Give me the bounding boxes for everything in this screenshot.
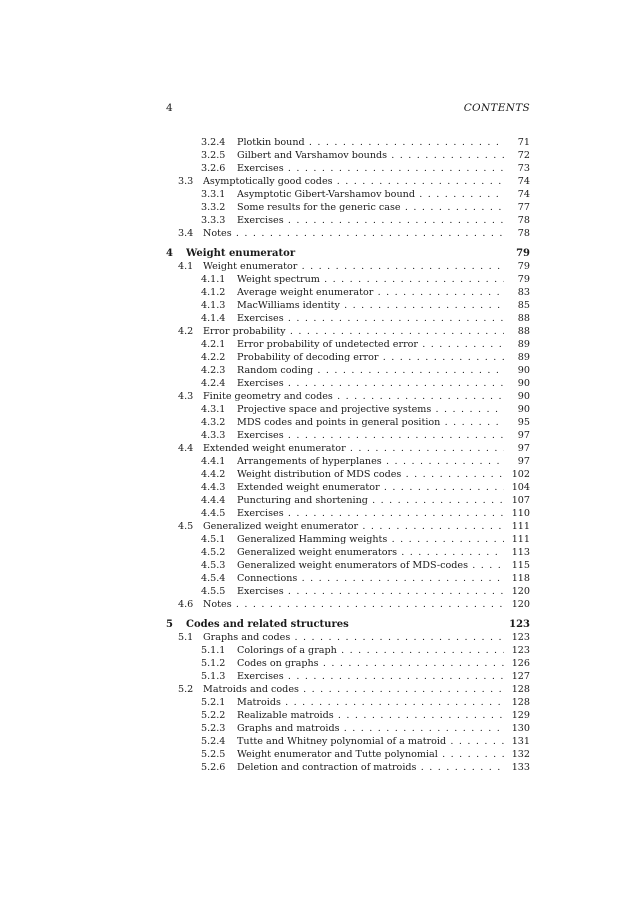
toc-entry-number: 5.1.1 [201, 645, 226, 656]
toc-subsection-entry [166, 429, 530, 442]
toc-section-entry [166, 390, 530, 403]
toc-entry-page: 123 [506, 618, 530, 631]
toc-entry-number: 3.3 [178, 176, 194, 187]
toc-subsection-entry [166, 696, 530, 709]
toc-entry-page: 88 [515, 312, 530, 325]
toc-subsection-entry [166, 149, 530, 162]
toc-entry-title: Graphs and codes . . . [203, 631, 504, 644]
toc-entry-number: 4.3.1 [201, 404, 226, 415]
toc-subsection-entry [166, 748, 530, 761]
toc-entry-page: 97 [515, 455, 530, 468]
toc-subsection-entry [166, 214, 530, 227]
toc-entry-title: Weight enumerator . . . [203, 260, 504, 273]
toc-entry-number: 5.1.3 [201, 671, 226, 682]
toc-entry-number: 4.4.3 [201, 482, 226, 493]
toc-entry-page: 78 [515, 227, 530, 240]
toc-entry-page: 83 [515, 286, 530, 299]
toc-entry-number: 3.3.3 [201, 215, 226, 226]
toc-section-entry [166, 631, 530, 644]
toc-subsection-entry [166, 416, 530, 429]
toc-entry-number: 5.2.2 [201, 710, 226, 721]
toc-entry-number: 4.4.1 [201, 456, 226, 467]
toc-entry-number: 4.3 [178, 391, 194, 402]
toc-subsection-entry [166, 709, 530, 722]
toc-entry-title: Plotkin bound . . . [237, 136, 504, 149]
toc-entry-title: Exercises . . . [237, 429, 504, 442]
toc-entry-title: Random coding . . . [237, 364, 504, 377]
toc-entry-title: Extended weight enumerator . . . [237, 481, 504, 494]
toc-entry-page: 74 [515, 175, 530, 188]
toc-entry-page: 118 [509, 572, 530, 585]
toc-entry-page: 79 [515, 260, 530, 273]
toc-entry-number: 4.3.3 [201, 430, 226, 441]
toc-subsection-entry [166, 377, 530, 390]
toc-entry-number: 5.1 [178, 632, 194, 643]
toc-entry-page: 115 [509, 559, 530, 572]
toc-entry-page: 97 [515, 442, 530, 455]
toc-entry-title: Finite geometry and codes . . . [203, 390, 504, 403]
toc-entry-title: Arrangements of hyperplanes . . . [237, 455, 504, 468]
toc-entry-title: Exercises . . . [237, 214, 504, 227]
toc-subsection-entry [166, 494, 530, 507]
toc-entry-title: Exercises . . . [237, 162, 504, 175]
toc-entry-number: 5.2.6 [201, 762, 226, 773]
toc-subsection-entry [166, 468, 530, 481]
toc-entry-page: 128 [509, 683, 530, 696]
toc-entry-page: 123 [509, 631, 530, 644]
toc-entry-page: 102 [509, 468, 530, 481]
toc-entry-page: 78 [515, 214, 530, 227]
toc-entry-title: Matroids . . . [237, 696, 504, 709]
toc-entry-page: 126 [509, 657, 530, 670]
toc-entry-number: 5.2.5 [201, 749, 226, 760]
toc-entry-title: Notes . . . [203, 227, 504, 240]
toc-entry-page: 120 [509, 585, 530, 598]
toc-entry-title: Generalized weight enumerator . . . [203, 520, 504, 533]
toc-entry-number: 4.4.2 [201, 469, 226, 480]
toc-entry-number: 4.1.1 [201, 274, 226, 285]
toc-entry-number: 5.2.3 [201, 723, 226, 734]
toc-entry-title: Some results for the generic case . . . [237, 201, 504, 214]
toc-entry-title: Generalized weight enumerators . . . [237, 546, 504, 559]
toc-entry-title: Deletion and contraction of matroids . . . [237, 761, 504, 774]
toc-entry-page: 77 [515, 201, 530, 214]
toc-entry-page: 95 [515, 416, 530, 429]
toc-subsection-entry [166, 299, 530, 312]
toc-entry-page: 89 [515, 338, 530, 351]
toc-subsection-entry [166, 351, 530, 364]
toc-entry-title: Gilbert and Varshamov bounds . . . [237, 149, 504, 162]
toc-section-entry [166, 598, 530, 611]
toc-subsection-entry [166, 338, 530, 351]
toc-subsection-entry [166, 722, 530, 735]
toc-entry-title: Matroids and codes . . . [203, 683, 504, 696]
toc-entry-title: MacWilliams identity . . . [237, 299, 504, 312]
toc-entry-number: 3.4 [178, 228, 194, 239]
toc-entry-page: 72 [515, 149, 530, 162]
toc-entry-title: Notes . . . [203, 598, 504, 611]
toc-entry-number: 4.5.1 [201, 534, 226, 545]
toc-subsection-entry [166, 455, 530, 468]
toc-entry-number: 4.1.2 [201, 287, 226, 298]
toc-entry-page: 90 [515, 390, 530, 403]
toc-subsection-entry [166, 761, 530, 774]
toc-entry-number: 4.4.4 [201, 495, 226, 506]
toc-entry-title: Projective space and projective systems . . . [237, 403, 504, 416]
toc-entry-title: Codes on graphs . . . [237, 657, 504, 670]
toc-entry-title: Weight enumerator [186, 248, 296, 259]
toc-subsection-entry [166, 162, 530, 175]
toc-entry-page: 133 [509, 761, 530, 774]
toc-entry-number: 5.2 [178, 684, 194, 695]
toc-entry-page: 97 [515, 429, 530, 442]
toc-entry-page: 127 [509, 670, 530, 683]
toc-entry-page: 79 [515, 273, 530, 286]
toc-entry-page: 110 [509, 507, 530, 520]
toc-entry-title: Colorings of a graph . . . [237, 644, 504, 657]
toc-entry-page: 88 [515, 325, 530, 338]
toc-entry-number: 4.2.2 [201, 352, 226, 363]
toc-subsection-entry [166, 201, 530, 214]
toc-subsection-entry [166, 585, 530, 598]
toc-subsection-entry [166, 188, 530, 201]
toc-entry-page: 104 [509, 481, 530, 494]
toc-entry-page: 107 [509, 494, 530, 507]
toc-subsection-entry [166, 481, 530, 494]
toc-subsection-entry [166, 735, 530, 748]
toc-subsection-entry [166, 136, 530, 149]
toc-entry-title: Average weight enumerator . . . [237, 286, 504, 299]
toc-entry-number: 5.1.2 [201, 658, 226, 669]
toc-entry-number: 4.5 [178, 521, 194, 532]
toc-subsection-entry [166, 312, 530, 325]
toc-section-entry [166, 260, 530, 273]
toc-entry-number: 4.2.1 [201, 339, 226, 350]
toc-entry-number: 3.3.1 [201, 189, 226, 200]
toc-entry-number: 4.1 [178, 261, 194, 272]
running-title: CONTENTS [463, 102, 530, 114]
toc-entry-page: 89 [515, 351, 530, 364]
toc-entry-title: Generalized Hamming weights . . . [237, 533, 504, 546]
toc-entry-title: Probability of decoding error . . . [237, 351, 504, 364]
toc-entry-title: Extended weight enumerator . . . [203, 442, 504, 455]
toc-subsection-entry [166, 657, 530, 670]
toc-entry-number: 5 [166, 619, 173, 630]
toc-section-entry [166, 227, 530, 240]
toc-entry-title: Error probability . . . [203, 325, 504, 338]
toc-entry-number: 4.1.3 [201, 300, 226, 311]
toc-entry-number: 4.5.5 [201, 586, 226, 597]
toc-entry-number: 4 [166, 248, 173, 259]
toc-entry-page: 129 [509, 709, 530, 722]
toc-subsection-entry [166, 559, 530, 572]
toc-entry-number: 4.5.2 [201, 547, 226, 558]
toc-entry-title: MDS codes and points in general position . . . [237, 416, 504, 429]
toc-entry-title: Exercises . . . [237, 670, 504, 683]
toc-section-entry [166, 520, 530, 533]
toc-entry-page: 71 [515, 136, 530, 149]
toc-entry-page: 90 [515, 364, 530, 377]
toc-section-entry [166, 442, 530, 455]
toc-entry-number: 4.4.5 [201, 508, 226, 519]
toc-entry-title: Asymptotic Gibert-Varshamov bound . . . [237, 188, 504, 201]
toc-entry-title: Generalized weight enumerators of MDS-codes . . . [237, 559, 504, 572]
toc-subsection-entry [166, 364, 530, 377]
toc-entry-title: Connections . . . [237, 572, 504, 585]
toc-subsection-entry [166, 533, 530, 546]
toc-entry-title: Exercises . . . [237, 507, 504, 520]
toc-entry-title: Exercises . . . [237, 312, 504, 325]
toc-entry-number: 4.6 [178, 599, 194, 610]
toc-entry-title: Error probability of undetected error . . . [237, 338, 504, 351]
toc-section-entry [166, 683, 530, 696]
toc-entry-page: 120 [509, 598, 530, 611]
toc-entry-number: 4.2.3 [201, 365, 226, 376]
toc-entry-number: 5.2.1 [201, 697, 226, 708]
toc-subsection-entry [166, 644, 530, 657]
toc-entry-title: Weight enumerator and Tutte polynomial . . . [237, 748, 504, 761]
toc-entry-title: Weight spectrum . . . [237, 273, 504, 286]
toc-section-entry [166, 325, 530, 338]
toc-entry-title: Exercises . . . [237, 377, 504, 390]
toc-entry-title: Exercises . . . [237, 585, 504, 598]
page-number: 4 [166, 102, 173, 114]
toc-entry-page: 132 [509, 748, 530, 761]
toc-entry-number: 3.2.6 [201, 163, 226, 174]
toc-entry-number: 4.1.4 [201, 313, 226, 324]
toc-chapter-entry [166, 247, 530, 260]
toc-entry-title: Graphs and matroids . . . [237, 722, 504, 735]
toc-entry-page: 79 [513, 247, 530, 260]
toc-subsection-entry [166, 670, 530, 683]
toc-entry-page: 130 [509, 722, 530, 735]
toc-entry-number: 4.4 [178, 443, 194, 454]
toc-entry-number: 4.3.2 [201, 417, 226, 428]
toc-entry-title: Asymptotically good codes . . . [203, 175, 504, 188]
toc-entry-number: 3.2.5 [201, 150, 226, 161]
toc-entry-page: 111 [509, 520, 530, 533]
toc-entry-number: 4.2.4 [201, 378, 226, 389]
toc-subsection-entry [166, 286, 530, 299]
toc-chapter-entry [166, 618, 530, 631]
toc-entry-page: 73 [515, 162, 530, 175]
toc-entry-page: 90 [515, 403, 530, 416]
toc-subsection-entry [166, 507, 530, 520]
toc-entry-page: 113 [509, 546, 530, 559]
toc-entry-page: 128 [509, 696, 530, 709]
toc-entry-title: Tutte and Whitney polynomial of a matroid . . . [237, 735, 504, 748]
toc-entry-page: 90 [515, 377, 530, 390]
toc-entry-number: 3.2.4 [201, 137, 226, 148]
toc-entry-number: 4.2 [178, 326, 194, 337]
toc-entry-page: 123 [509, 644, 530, 657]
toc-section-entry [166, 175, 530, 188]
toc-entry-page: 74 [515, 188, 530, 201]
table-of-contents [166, 136, 530, 774]
toc-subsection-entry [166, 572, 530, 585]
toc-entry-title: Puncturing and shortening . . . [237, 494, 504, 507]
toc-entry-title: Weight distribution of MDS codes . . . [237, 468, 504, 481]
toc-entry-page: 111 [509, 533, 530, 546]
toc-subsection-entry [166, 273, 530, 286]
toc-subsection-entry [166, 403, 530, 416]
toc-entry-number: 5.2.4 [201, 736, 226, 747]
toc-entry-number: 4.5.4 [201, 573, 226, 584]
toc-entry-title: Realizable matroids . . . [237, 709, 504, 722]
toc-entry-number: 4.5.3 [201, 560, 226, 571]
toc-entry-page: 85 [515, 299, 530, 312]
toc-entry-page: 131 [509, 735, 530, 748]
toc-entry-title: Codes and related structures [186, 619, 349, 630]
toc-subsection-entry [166, 546, 530, 559]
toc-entry-number: 3.3.2 [201, 202, 226, 213]
